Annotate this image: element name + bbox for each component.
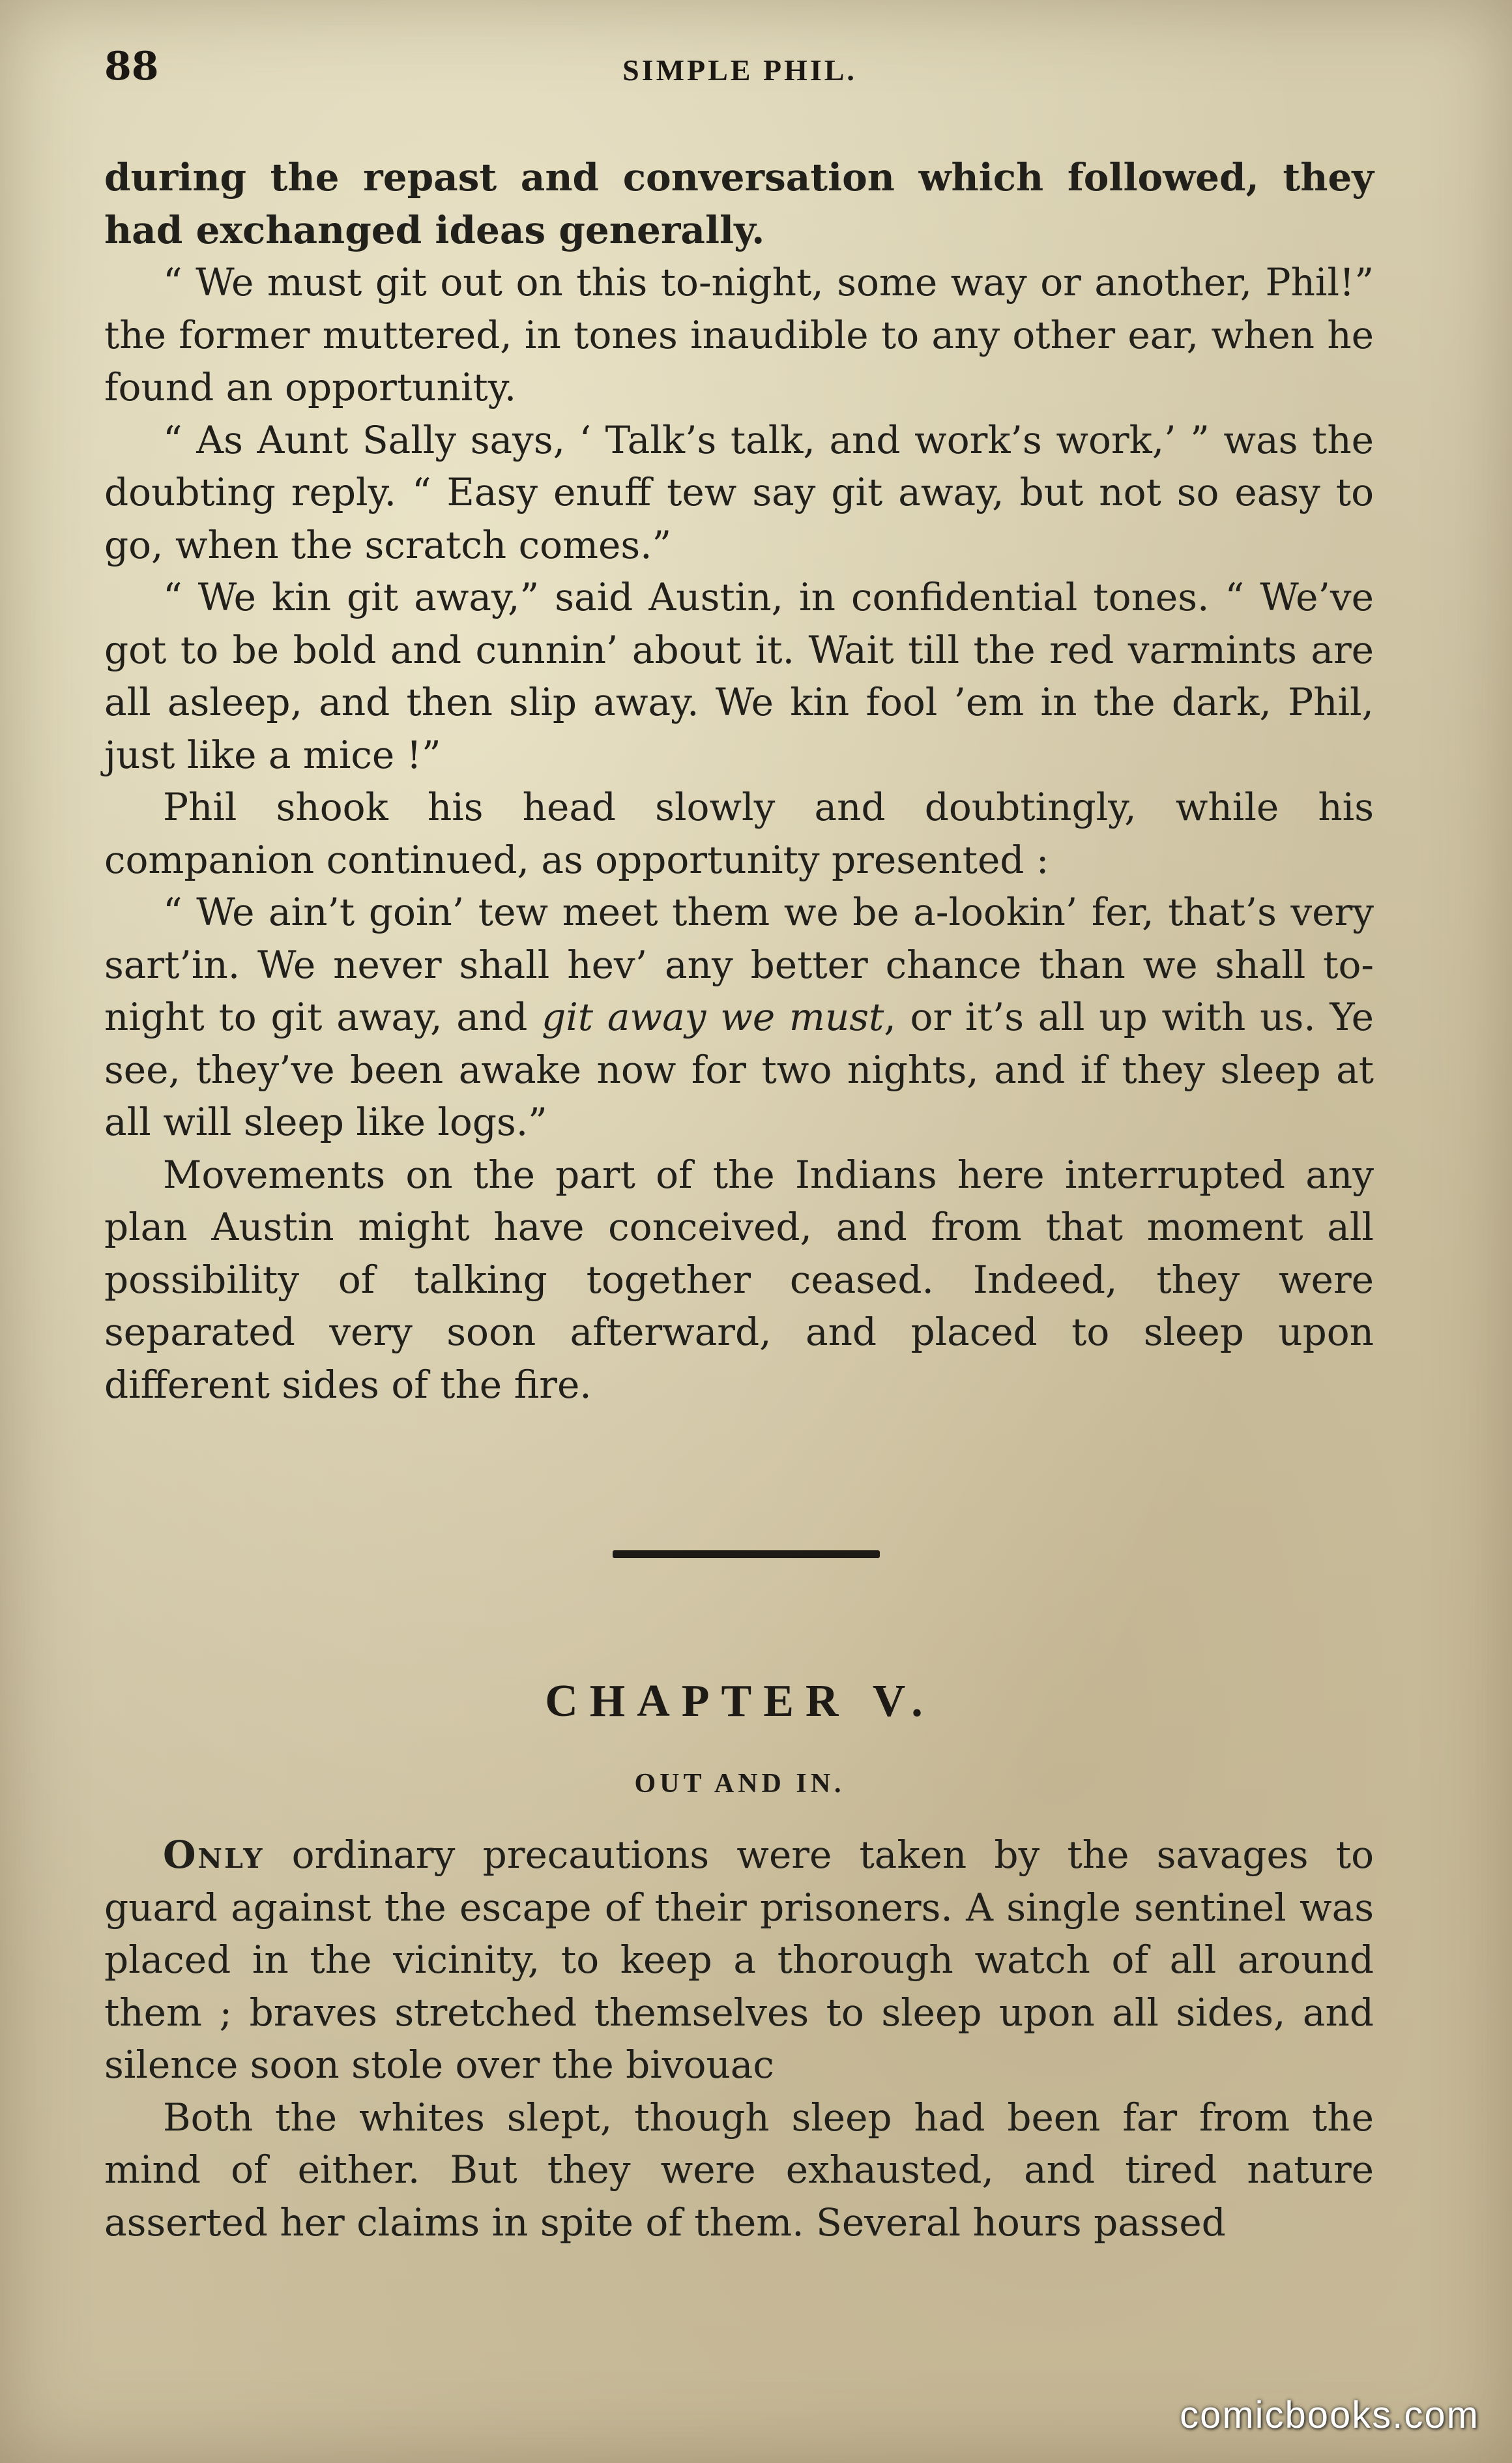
paragraph-continuation: during the repast and conversation which followed, they had exchanged ideas generally. bbox=[104, 155, 1374, 252]
page-number: 88 bbox=[104, 44, 159, 89]
paragraph-phil-reply: “ As Aunt Sally says, ‘ Talk’s talk, and work’s work,’ ” was the doubting reply. “ Easy enuff tew say git away, but not so easy to go, when the scratch comes.” bbox=[104, 417, 1374, 567]
paragraph-emphasis: git away we must bbox=[542, 995, 884, 1039]
chapter-subtitle: OUT AND IN. bbox=[634, 1769, 845, 1799]
paragraph-austin-urging-end: , or it’s all up with us. Ye see, they’ve been awake now for two nights, and if they sleep at all will sleep like logs.” bbox=[104, 995, 1374, 1144]
chapter-opening-rest: ordinary precautions were taken by the savages to guard against the escape of their prisoners. A single sentinel was placed in the vicinity, to keep a thorough watch of all around them ; braves stretched themselves to sleep upon all sides, and silence soon stole over the bivouac bbox=[104, 1833, 1374, 2087]
bottom-text-block bbox=[104, 1829, 1374, 2249]
top-text-block bbox=[104, 151, 1374, 1411]
running-head: SIMPLE PHIL. bbox=[622, 53, 857, 87]
paragraph-chapter-opening bbox=[104, 1829, 1374, 2091]
paragraph-sleep: Both the whites slept, though sleep had been far from the mind of either. But they were exhausted, and tired nature asserted her claims in spite of them. Several hours passed bbox=[104, 2095, 1374, 2245]
paragraph-austin-plan: “ We kin git away,” said Austin, in confidential tones. “ We’ve got to be bold and cunnin’ about it. Wait till the red varmints are all asleep, and then slip away. We kin fool ’em in the dark, Phil, just like a mice !” bbox=[104, 575, 1374, 777]
paragraph-austin-urging-start: “ We ain’t goin’ tew meet them we be a-lookin’ fer, that’s very sart’in. We never shall hev’ any better chance than we shall to-night to git away, and bbox=[104, 890, 1374, 1039]
paragraph-movements: Movements on the part of the Indians here interrupted any plan Austin might have conceived, and from that moment all possibility of talking together ceased. Indeed, they were separated very soon afterward, and placed to sleep upon different sides of the fire. bbox=[104, 1152, 1374, 1407]
paragraph-phil-doubt: Phil shook his head slowly and doubtingly, while his companion continued, as opportunity presented : bbox=[104, 785, 1374, 882]
section-divider-rule bbox=[613, 1550, 880, 1558]
paragraph-austin-urging bbox=[104, 886, 1374, 1149]
watermark-logo: comicbooks.com bbox=[1180, 2394, 1479, 2436]
paragraph-austin-speech: “ We must git out on this to-night, some way or another, Phil!” the former muttered, in tones inaudible to any other ear, when he found an opportunity. bbox=[104, 260, 1374, 409]
page-header bbox=[104, 36, 1375, 95]
chapter-title: CHAPTER V. bbox=[545, 1676, 935, 1726]
chapter-first-word: Only bbox=[163, 1833, 265, 1877]
